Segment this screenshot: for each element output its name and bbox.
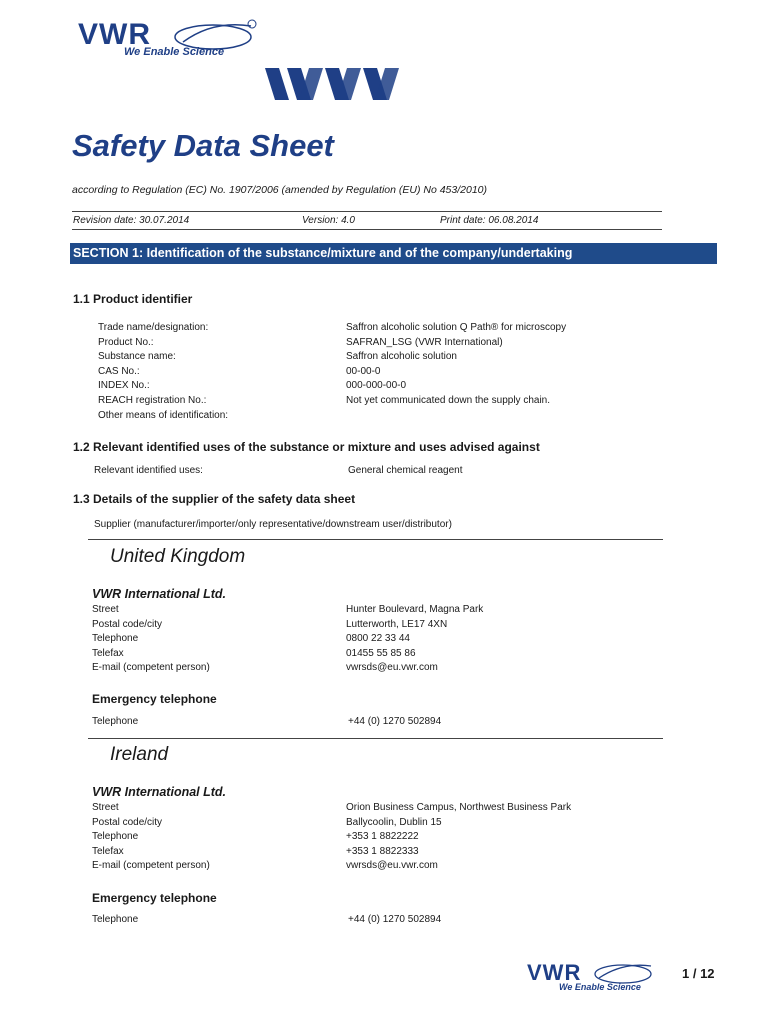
label: Telefax <box>92 647 124 659</box>
value: Lutterworth, LE17 4XN <box>346 618 448 630</box>
logo-tagline: We Enable Science <box>124 46 225 58</box>
heading-1-2: 1.2 Relevant identified uses of the substance or mixture and uses advised against <box>73 440 540 454</box>
value: 000-000-00-0 <box>346 380 407 392</box>
chevron-banner-icon <box>265 68 415 100</box>
section-1-header: SECTION 1: Identification of the substance/mixture and of the company/undertaking <box>70 243 717 264</box>
value: vwrsds@eu.vwr.com <box>346 860 438 872</box>
label: REACH registration No.: <box>98 394 207 406</box>
value: Not yet communicated down the supply chain. <box>346 394 550 406</box>
value: Hunter Boulevard, Magna Park <box>346 604 484 615</box>
value: Saffron alcoholic solution <box>346 351 457 363</box>
label: E-mail (competent person) <box>92 860 210 872</box>
label: Telephone <box>92 831 139 843</box>
uk-labels <box>92 603 210 676</box>
revision-date: Revision date: 30.07.2014 <box>73 215 190 226</box>
heading-1-3: 1.3 Details of the supplier of the safety data sheet <box>73 492 356 506</box>
emergency-heading-uk: Emergency telephone <box>92 692 217 706</box>
emergency-phone-ireland: +44 (0) 1270 502894 <box>348 914 442 925</box>
label: Telephone <box>92 633 139 645</box>
country-uk: United Kingdom <box>110 546 246 567</box>
value: +353 1 8822333 <box>346 845 419 857</box>
footer-vwr-logo <box>527 960 667 996</box>
divider <box>72 211 662 212</box>
label: Street <box>92 802 119 813</box>
value: Saffron alcoholic solution Q Path® for microscopy <box>346 322 567 333</box>
page-number: 1 / 12 <box>682 966 715 981</box>
label: E-mail (competent person) <box>92 662 210 674</box>
product-identifier-labels <box>98 321 228 423</box>
value: vwrsds@eu.vwr.com <box>346 662 438 674</box>
emergency-heading-ireland: Emergency telephone <box>92 891 217 905</box>
value: SAFRAN_LSG (VWR International) <box>346 336 503 348</box>
label: Postal code/city <box>92 816 163 828</box>
value: 0800 22 33 44 <box>346 633 410 645</box>
logo-text: VWR <box>78 18 151 51</box>
divider <box>88 539 663 540</box>
label: Street <box>92 604 119 615</box>
label: Trade name/designation: <box>98 322 209 333</box>
version: Version: 4.0 <box>302 215 355 226</box>
logo-swoosh-icon <box>593 960 655 984</box>
emergency-phone-uk: +44 (0) 1270 502894 <box>348 716 442 727</box>
label: Substance name: <box>98 351 176 363</box>
emergency-label-uk: Telephone <box>92 716 139 727</box>
supplier-intro: Supplier (manufacturer/importer/only representative/downstream user/distributor) <box>94 519 452 530</box>
document-title: Safety Data Sheet <box>72 128 334 163</box>
ireland-labels <box>92 801 210 874</box>
company-name-uk: VWR International Ltd. <box>92 587 227 601</box>
uses-value: General chemical reagent <box>348 465 463 476</box>
value: 00-00-0 <box>346 365 381 377</box>
country-ireland: Ireland <box>110 744 169 765</box>
heading-1-1: 1.1 Product identifier <box>73 292 193 306</box>
company-name-ireland: VWR International Ltd. <box>92 785 227 799</box>
label: Telefax <box>92 845 124 857</box>
label: Postal code/city <box>92 618 163 630</box>
divider <box>72 229 662 230</box>
label: Product No.: <box>98 336 154 348</box>
label: CAS No.: <box>98 365 140 377</box>
label: Other means of identification: <box>98 409 229 421</box>
product-identifier-values <box>346 321 566 409</box>
print-date: Print date: 06.08.2014 <box>440 215 539 226</box>
emergency-label-ireland: Telephone <box>92 914 139 925</box>
uk-values <box>346 603 483 676</box>
footer-logo-text: VWR <box>527 960 582 985</box>
value: +353 1 8822222 <box>346 831 419 843</box>
footer-logo-tagline: We Enable Science <box>559 982 641 992</box>
label: INDEX No.: <box>98 380 150 392</box>
regulation-subtitle: according to Regulation (EC) No. 1907/2006 (amended by Regulation (EU) No 453/2010) <box>72 184 487 196</box>
value: Orion Business Campus, Northwest Business Park <box>346 802 572 813</box>
divider <box>88 738 663 739</box>
uses-label: Relevant identified uses: <box>94 465 203 476</box>
value: 01455 55 85 86 <box>346 647 416 659</box>
vwr-logo <box>78 18 258 64</box>
value: Ballycoolin, Dublin 15 <box>346 816 442 828</box>
ireland-values <box>346 801 571 874</box>
